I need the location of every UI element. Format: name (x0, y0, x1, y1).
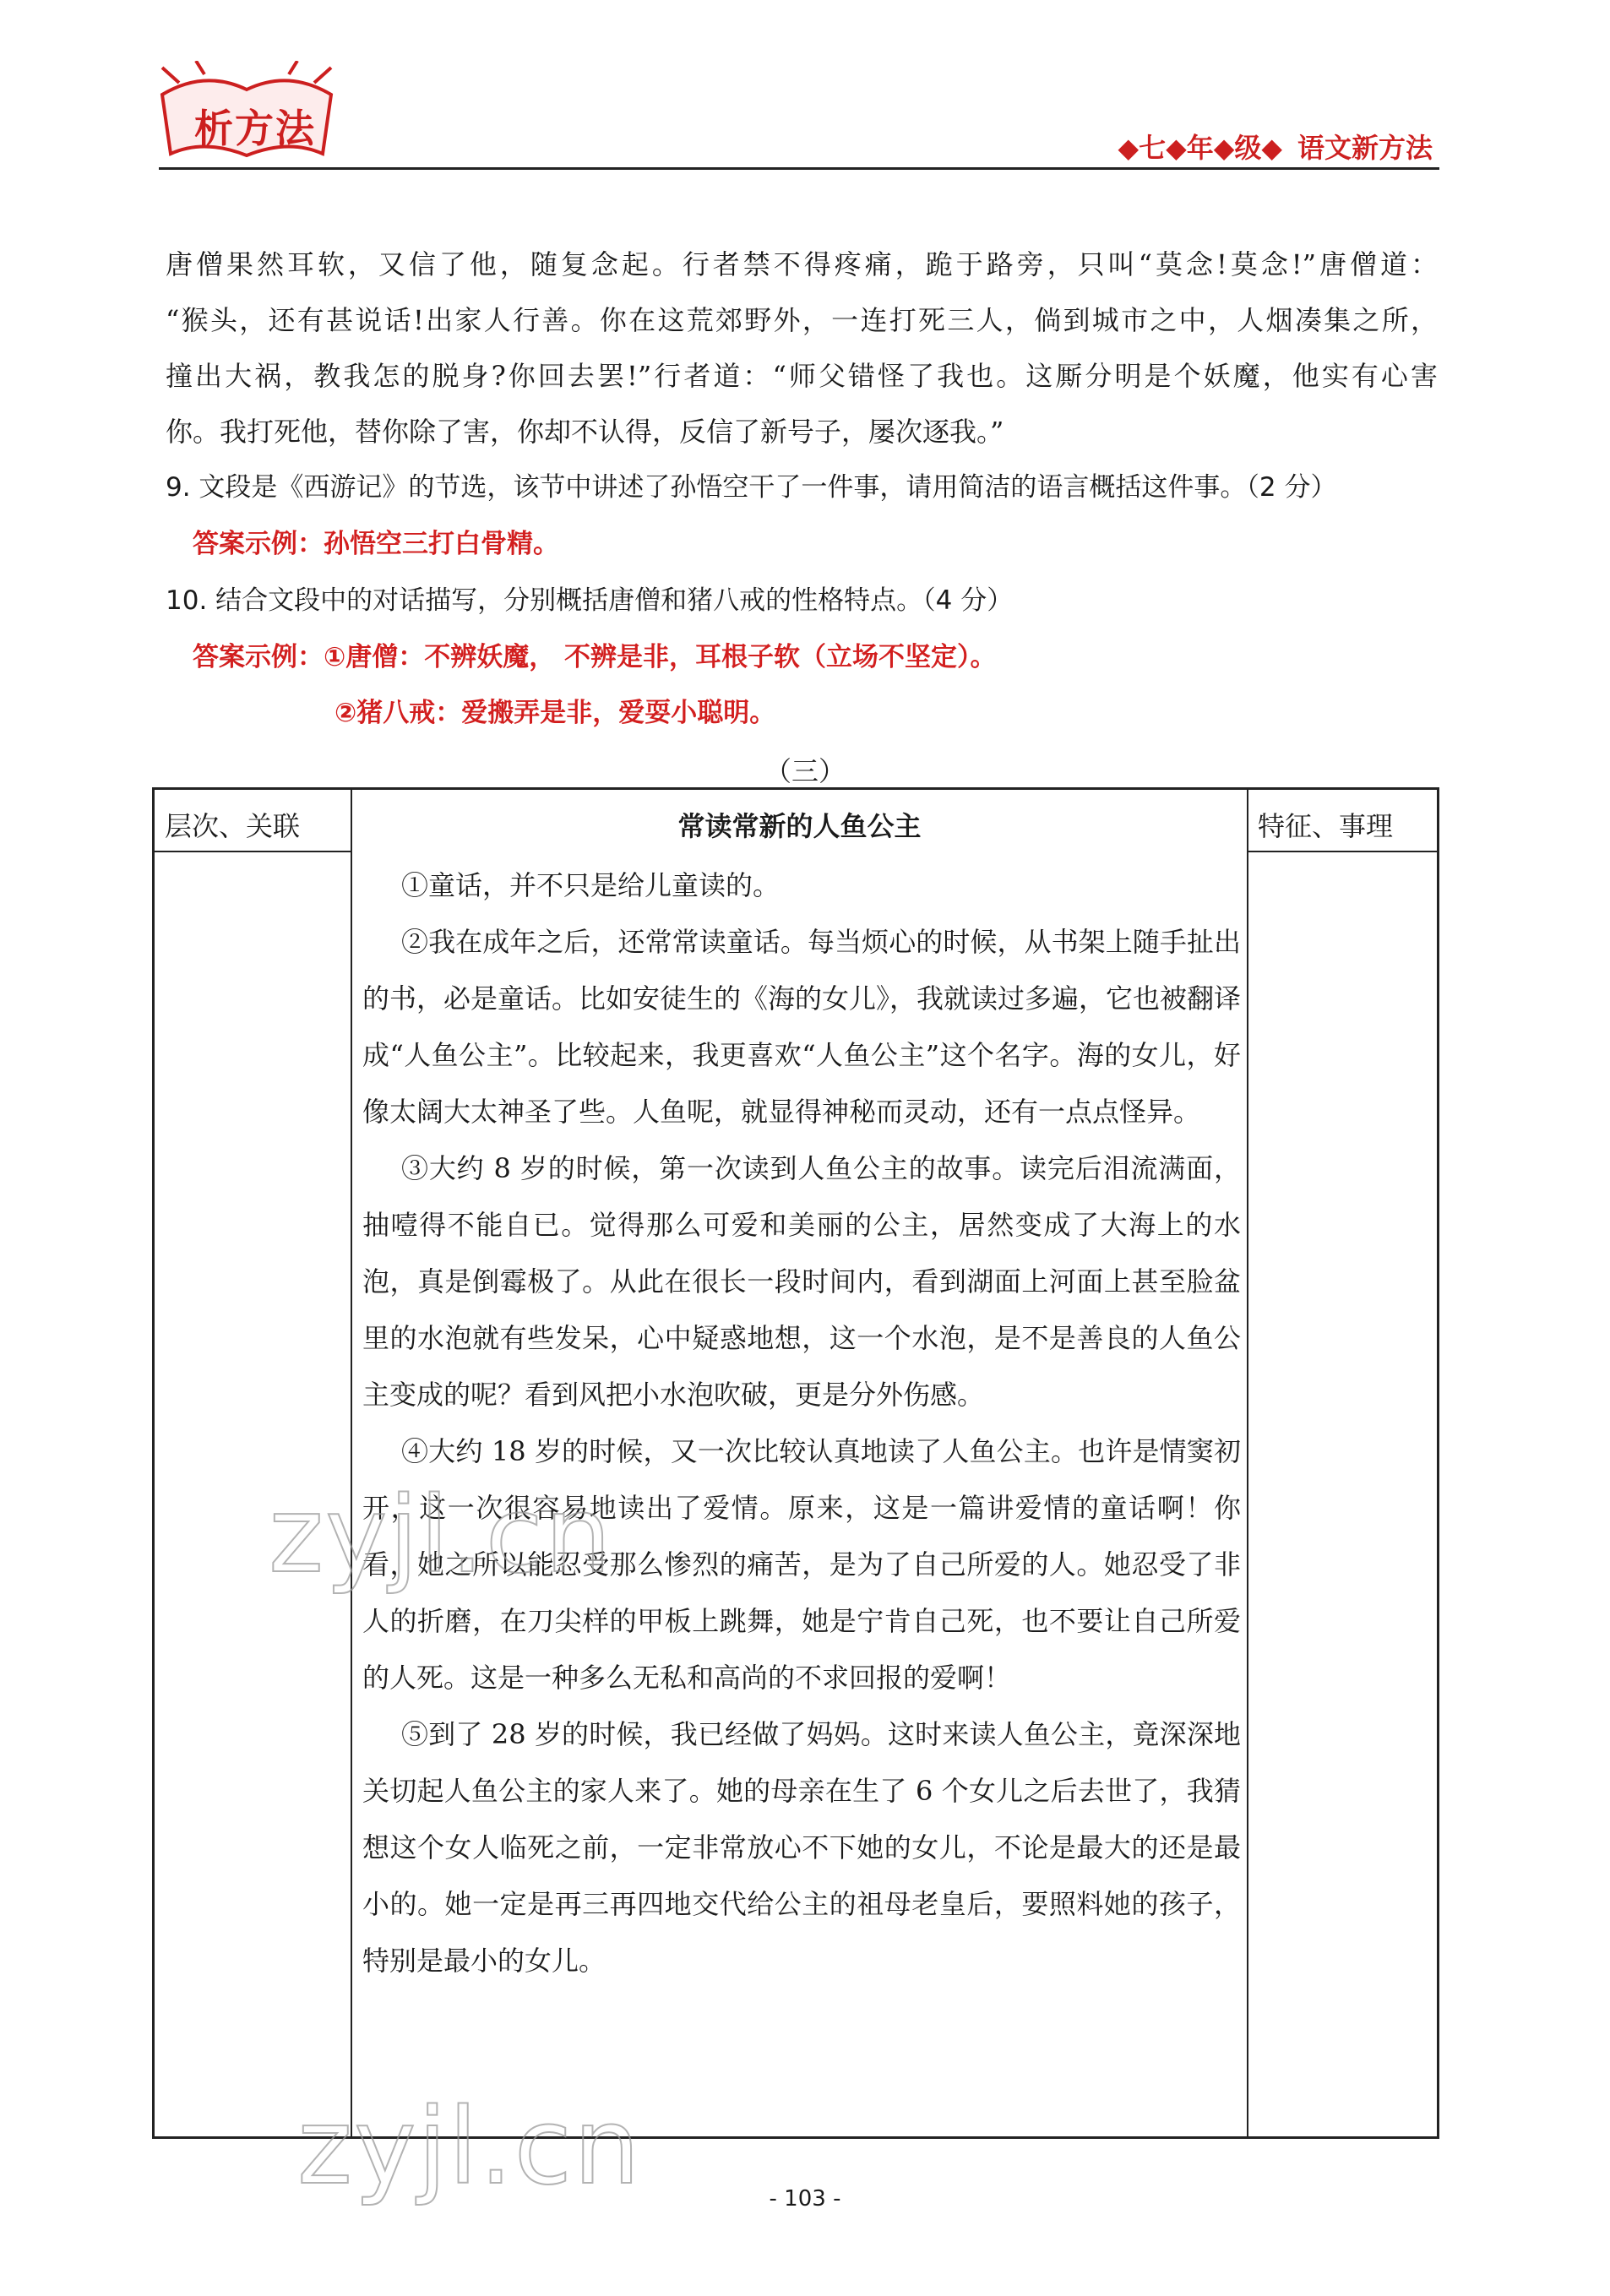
column-header-levels: 层次、关联 (165, 810, 301, 842)
article-paragraph: ②我在成年之后，还常常读童话。每当烦心的时候，从书架上随手扯出的书，必是童话。比如安徒生的《海的女儿》，我就读过多遍，它也被翻译成“人鱼公主”。比较起来，我更喜欢“人鱼公主”这个名字。海的女儿，好像太阔大太神圣了些。人鱼呢，就显得神秘而灵动，还有一点点怪异。 (362, 926, 1242, 1128)
watermark: zyjl.cn (269, 1475, 613, 1597)
header-divider (159, 167, 1439, 170)
publisher-logo (154, 61, 340, 169)
question-9: 9. 文段是《西游记》的节选，该节中讲述了孙悟空干了一件事，请用简洁的语言概括这件事。（2 分） (166, 472, 1337, 503)
question-10: 10. 结合文段中的对话描写，分别概括唐僧和猪八戒的性格特点。（4 分） (166, 585, 1014, 616)
table-divider (155, 851, 351, 852)
analysis-table (152, 787, 1439, 2139)
article-title: 常读常新的人鱼公主 (677, 810, 922, 842)
article-body (362, 857, 1241, 1989)
passage-line: “猴头，还有甚说话!出家人行善。你在这荒郊野外，一连打死三人，倘到城市之中，人烟凑集之所， (166, 304, 1438, 336)
article-paragraph: ④大约 18 岁的时候，又一次比较认真地读了人鱼公主。也许是情窦初开，这一次很容易地读出了爱情。原来，这是一篇讲爱情的童话啊！你看，她之所以能忍受那么惨烈的痛苦，是为了自己所爱的人。她忍受了非人的折磨，在刀尖样的甲板上跳舞，她是宁肯自己死，也不要让自己所爱的人死。这是一种多么无私和高尚的不求回报的爱啊！ (362, 1435, 1241, 1694)
watermark: zyjl.cn (297, 2087, 642, 2208)
subject-label: 语文新方法 (1297, 132, 1433, 164)
header-title (1118, 127, 1433, 166)
article-paragraph: ③大约 8 岁的时候，第一次读到人鱼公主的故事。读完后泪流满面，抽噎得不能自已。觉得那么可爱和美丽的公主，居然变成了大海上的水泡，真是倒霉极了。从此在很长一段时间内，看到湖面上河面上甚至脸盆里的水泡就有些发呆，心中疑惑地想，这一个水泡，是不是善良的人鱼公主变成的呢？看到风把小水泡吹破，更是分外伤感。 (362, 1152, 1241, 1411)
section-label: （三） (764, 755, 846, 787)
column-header-features: 特征、事理 (1258, 810, 1394, 842)
page-number: - 103 - (769, 2186, 841, 2212)
article-paragraph: ①童话，并不只是给儿童读的。 (401, 869, 781, 901)
answer-9: 答案示例：孙悟空三打白骨精。 (193, 529, 559, 559)
grade-label: ◆七◆年◆级◆ (1118, 132, 1282, 164)
passage-line: 撞出大祸，教我怎的脱身?你回去罢!”行者道：“师父错怪了我也。这厮分明是个妖魔，他实有心害 (166, 360, 1438, 392)
passage-line: 你。我打死他，替你除了害，你却不认得，反信了新号子，屡次逐我。” (166, 416, 1004, 448)
table-divider (1247, 790, 1248, 2136)
answer-10-line2: ②猪八戒：爱搬弄是非，爱耍小聪明。 (335, 698, 776, 728)
table-divider (351, 790, 352, 2136)
article-paragraph: ⑤到了 28 岁的时候，我已经做了妈妈。这时来读人鱼公主，竟深深地关切起人鱼公主的家人来了。她的母亲在生了 6 个女儿之后去世了，我猜想这个女人临死之前，一定非常放心不下她的女儿，不论是最大的还是最小的。她一定是再三再四地交代给公主的祖母老皇后，要照料她的孩子，特别是最小的女儿。 (362, 1718, 1241, 1977)
logo-text: 析方法 (194, 106, 316, 151)
table-divider (1247, 851, 1439, 852)
passage-line: 唐僧果然耳软，又信了他，随复念起。行者禁不得疼痛，跪于路旁，只叫“莫念!莫念!”唐僧道： (166, 248, 1438, 280)
answer-10-line1: 答案示例：①唐僧：不辨妖魔， 不辨是非，耳根子软（立场不坚定）。 (193, 642, 997, 672)
